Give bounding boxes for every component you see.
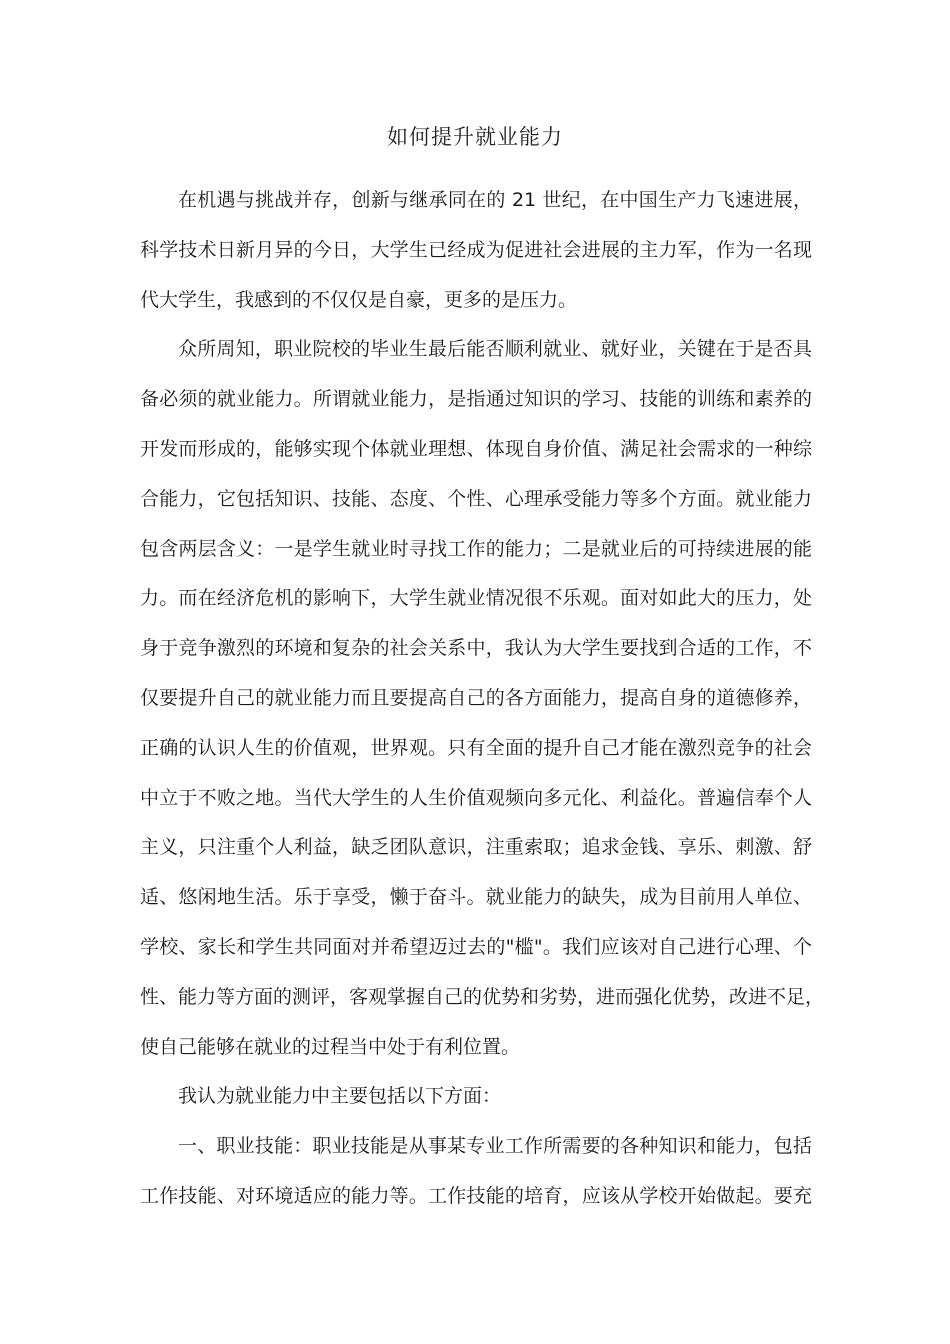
paragraph-2 — [140, 333, 825, 1080]
text-line: 众所周知，职业院校的毕业生最后能否顺利就业、就好业，关键在于是否具 — [178, 338, 812, 361]
text-line: 中立于不败之地。当代大学生的人生价值观频向多元化、利益化。普遍信奉个人 — [140, 786, 812, 809]
text-line: 学校、家长和学生共同面对并希望迈过去的"槛"。我们应该对自己进行心理、个 — [140, 935, 812, 958]
text-line: 我认为就业能力中主要包括以下方面： — [178, 1085, 502, 1108]
text-line: 力。而在经济危机的影响下，大学生就业情况很不乐观。面对如此大的压力，处 — [140, 587, 812, 610]
text-line: 性、能力等方面的测评，客观掌握自己的优势和劣势，进而强化优势，改进不足， — [140, 985, 825, 1008]
text-line: 在机遇与挑战并存，创新与继承同在的 21 世纪，在中国生产力飞速进展， — [178, 189, 812, 211]
text-line: 工作技能、对环境适应的能力等。工作技能的培育，应该从学校开始做起。要充 — [140, 1184, 812, 1207]
text-line: 身于竞争激烈的环境和复杂的社会关系中，我认为大学生要找到合适的工作，不 — [140, 637, 812, 660]
text-line: 开发而形成的，能够实现个体就业理想、体现自身价值、满足社会需求的一种综 — [140, 437, 812, 460]
text-line: 合能力，它包括知识、技能、态度、个性、心理承受能力等多个方面。就业能力 — [140, 487, 812, 510]
text-line: 正确的认识人生的价值观，世界观。只有全面的提升自己才能在激烈竞争的社会 — [140, 736, 812, 759]
text-line: 使自己能够在就业的过程当中处于有利位置。 — [140, 1035, 521, 1058]
text-line: 备必须的就业能力。所谓就业能力，是指通过知识的学习、技能的训练和素养的 — [140, 388, 812, 411]
text-line: 代大学生，我感到的不仅仅是自豪，更多的是压力。 — [140, 288, 578, 311]
paragraph-1 — [140, 184, 812, 333]
text-line: 适、悠闲地生活。乐于享受，懒于奋斗。就业能力的缺失，成为目前用人单位、 — [140, 886, 812, 909]
text-line: 科学技术日新月异的今日，大学生已经成为促进社会进展的主力军，作为一名现 — [140, 238, 812, 261]
text-line: 仅要提升自己的就业能力而且要提高自己的各方面能力，提高自身的道德修养， — [140, 686, 812, 709]
text-line: 一、职业技能：职业技能是从事某专业工作所需要的各种知识和能力，包括 — [178, 1135, 812, 1158]
document-title: 如何提升就业能力 — [387, 125, 563, 149]
text-line: 主义，只注重个人利益，缺乏团队意识，注重索取；追求金钱、享乐、刺激、舒 — [140, 836, 812, 859]
document-body — [140, 184, 825, 1230]
paragraph-3 — [140, 1080, 812, 1130]
text-line: 包含两层含义：一是学生就业时寻找工作的能力；二是就业后的可持续进展的能 — [140, 537, 812, 560]
paragraph-4 — [140, 1130, 812, 1230]
